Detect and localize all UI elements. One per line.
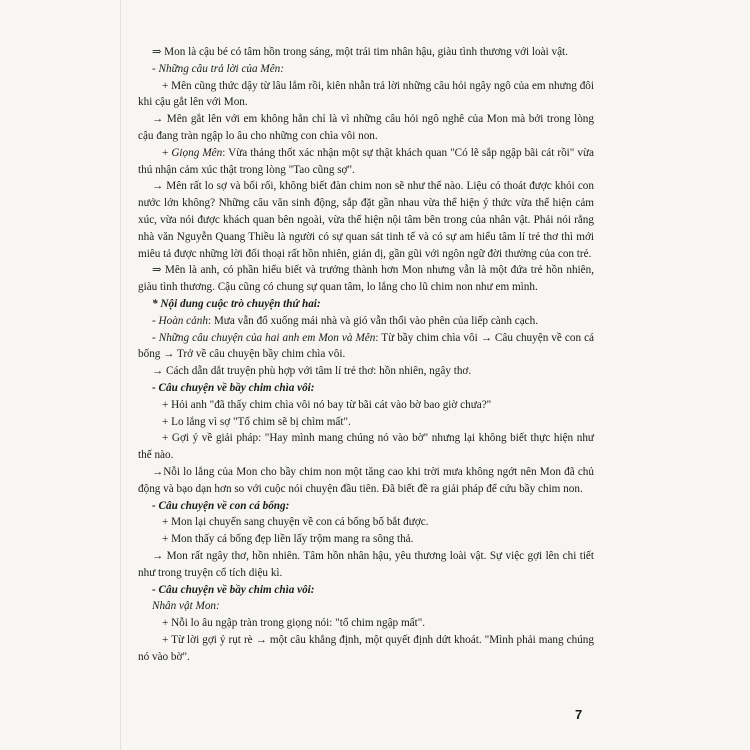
paragraph: + Mên cũng thức dậy từ lâu lắm rồi, kiên nhẫn trả lời những câu hỏi ngây ngô của em nhưng đôi khi cậu gắt lên với Mon. [138,79,594,109]
paragraph: + Lo lắng vì sợ "Tổ chim sẽ bị chìm mất". [162,415,351,428]
section-heading: - Câu chuyện về bầy chim chìa vôi: [152,583,315,596]
paragraph: + Gợi ý về giải pháp: "Hay mình mang chúng nó vào bờ" nhưng lại không biết thực hiện như thế nào. [138,432,594,462]
inline-label: - Những câu chuyện của hai anh em Mon và Mên [152,331,376,344]
paragraph: + Mon thấy cá bống đẹp liền lấy trộm mang ra sông thả. [162,533,414,546]
page-edge [120,0,121,750]
bullet-prefix: + [162,146,172,159]
section-heading: Nhân vật Mon: [152,600,220,613]
paragraph: → Mon rất ngây thơ, hồn nhiên. Tâm hồn nhân hậu, yêu thương loài vật. Sự việc gợi lên chi tiết như trong truyện cổ tích diệu kì. [138,549,594,579]
paragraph: →Nỗi lo lắng của Mon cho bầy chim non một tăng cao khi trời mưa không ngớt nên Mon đã chủ động và bạo dạn hơn so với cuộc nói chuyện đầu tiên. Đã biết đề ra giải pháp để cứu bầy chim non. [138,465,594,495]
page-number: 7 [575,707,583,722]
paragraph: + Từ lời gợi ý rụt rè → một câu khẳng định, một quyết định dứt khoát. "Mình phải mang chúng nó vào bờ". [138,633,594,663]
section-heading: * Nội dung cuộc trò chuyện thứ hai: [152,297,321,310]
paragraph: → Cách dẫn dắt truyện phù hợp với tâm lí trẻ thơ: hồn nhiên, ngây thơ. [152,365,472,378]
paragraph: ⇒ Mon là cậu bé có tâm hồn trong sáng, một trái tim nhân hậu, giàu tình thương với loài vật. [152,46,568,58]
inline-label: - Hoàn cảnh [152,314,208,327]
section-heading: - Câu chuyện về con cá bống: [152,499,290,512]
inline-text: : Mưa vẫn đổ xuống mái nhà và gió vẫn thổi vào phên của liếp cành cạch. [207,314,539,327]
inline-text: : Vừa thảng thốt xác nhận một sự thật khách quan "Có lẽ sắp ngập bãi cát rồi" vừa thú nhận cảm xúc thật trong lòng "Tao cũng sợ". [138,146,594,176]
paragraph: + Hỏi anh "đã thấy chim chìa vôi nó bay từ bãi cát vào bờ bao giờ chưa?" [162,398,492,411]
inline-label: Giọng Mên [171,146,223,159]
page-content [138,44,594,665]
section-heading: - Câu chuyện về bầy chim chìa vôi: [152,381,315,394]
paragraph [138,330,594,364]
section-heading: - Những câu trả lời của Mên: [152,62,285,75]
paragraph [138,145,594,179]
paragraph: + Mon lại chuyển sang chuyện về con cá bống bố bắt được. [162,516,429,529]
paragraph: ⇒ Mên là anh, có phần hiểu biết và trưởng thành hơn Mon nhưng vẫn là một đứa trẻ hồn nhiên, giàu tình thương. Cậu cũng có chung sự quan tâm, lo lắng cho lũ chim non như em mình. [138,264,594,294]
paragraph: → Mên gắt lên với em không hẳn chỉ là vì những câu hỏi ngô nghê của Mon mà bởi trong lòng cậu đang tràn ngập lo âu cho những con chìa vôi non. [138,113,594,142]
paragraph: + Nỗi lo âu ngập tràn trong giọng nói: "tổ chim ngập mất". [162,617,426,630]
paragraph [138,313,594,330]
inline-text: : Từ bầy chim chìa vôi → Câu chuyện về con cá bống → Trở về câu chuyện bầy chim chìa vôi. [138,331,594,361]
paragraph: → Mên rất lo sợ và bối rối, không biết đàn chim non sẽ như thế nào. Liệu có thoát được khỏi con nước lớn không? Những câu văn sinh động, sắp đặt gần nhau vừa thể hiện ý thức vừa thể hiện cảm xúc, vừa nói được khách quan bên ngoài, vừa thể hiện nội tâm bên trong của nhân vật. Phải nói rằng nhà văn Nguyễn Quang Thiều là người có sự quan sát tinh tế và có sự am hiểu tâm lí trẻ thơ thì mới miêu tả được những lời đối thoại rất hồn nhiên, giản dị, gần gũi với ngôn ngữ đời thường của con trẻ. [138,180,594,260]
